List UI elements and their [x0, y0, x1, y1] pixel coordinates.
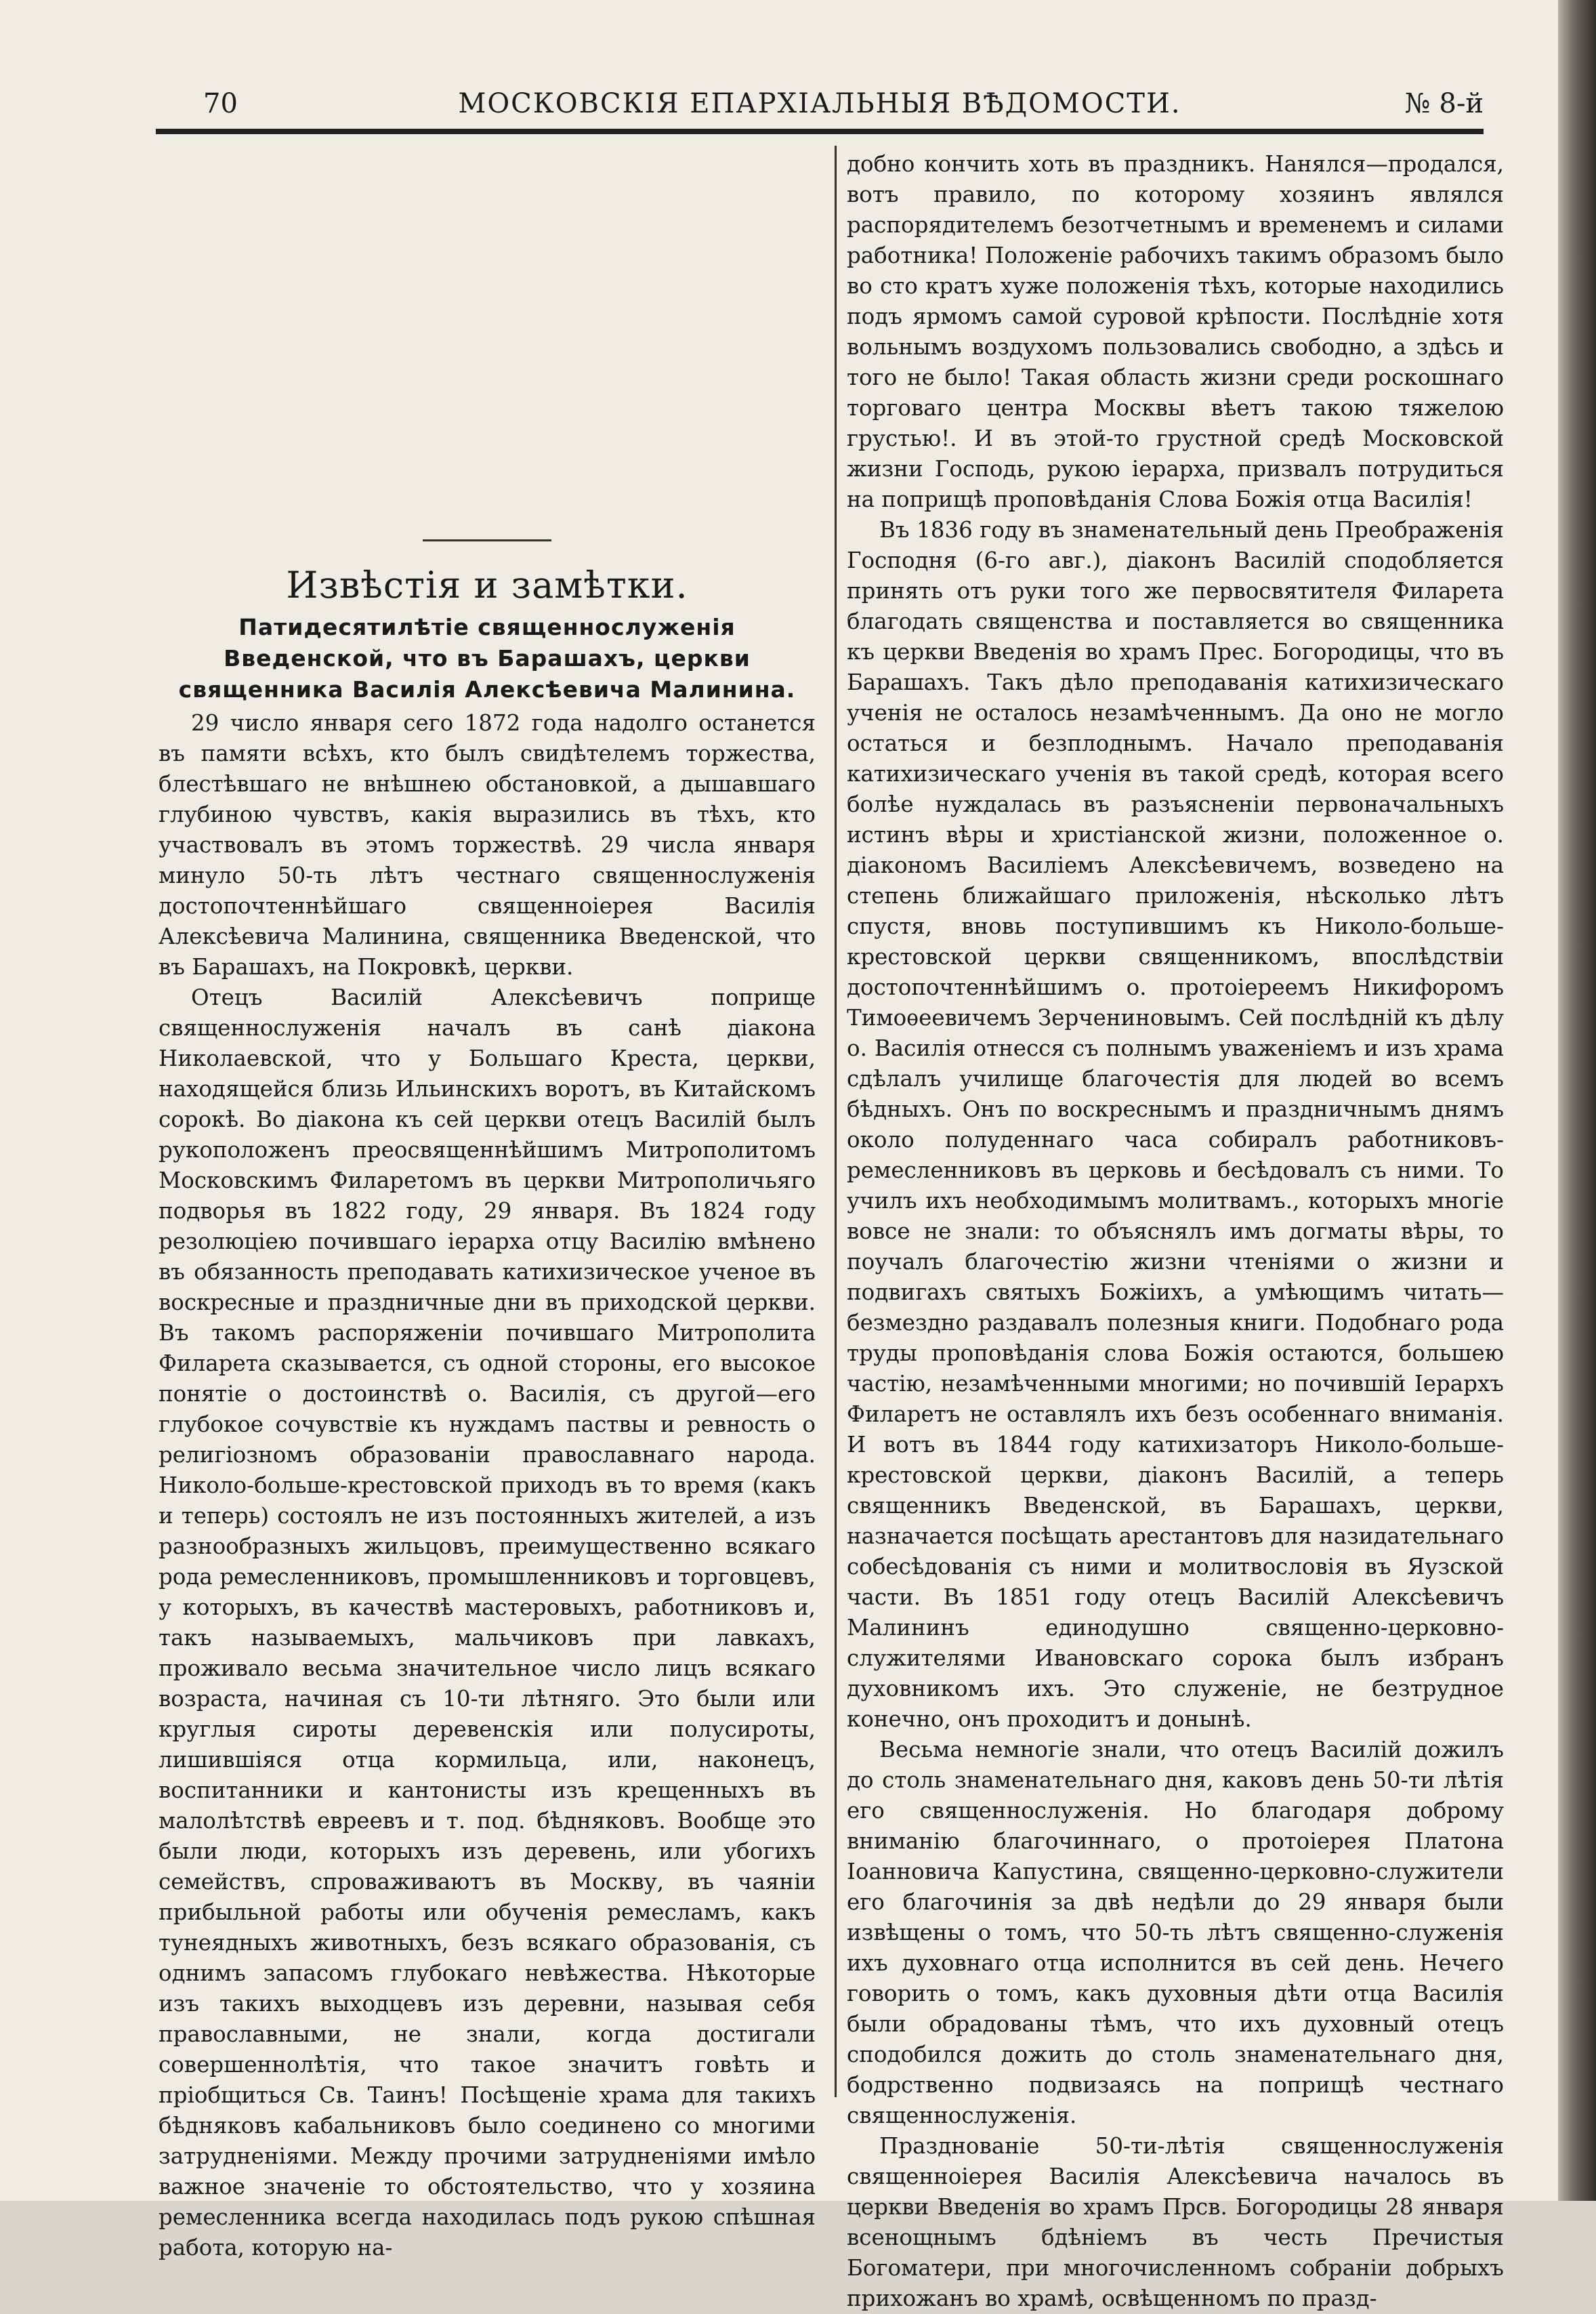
blank-area — [159, 149, 816, 534]
paragraph: Отецъ Василій Алексѣевичъ поприще священнослуженія началъ въ санѣ діакона Николаевской, что у Большаго Креста, церкви, находящейся близь Ильинскихъ воротъ, въ Китайскомъ сорокѣ. Во діакона къ сей церкви отецъ Василій былъ рукоположенъ преосвященнѣйшимъ Митрополитомъ Московскимъ Филаретомъ въ церкви Митрополичьяго подворья въ 1822 году, 29 января. Въ 1824 году резолюціею почившаго іерарха отцу Василію вмѣнено въ обязанность преподавать катихизическое ученое въ воскресные и праздничные дни въ приходской церкви. Въ такомъ распоряженіи почившаго Митрополита Филарета сказывается, съ одной стороны, его высокое понятіе о достоинствѣ о. Василія, съ другой—его глубокое сочувствіе къ нуждамъ паствы и ревность о религіозномъ образованіи православнаго народа. Николо-больше-крестовской приходъ въ то время (какъ и теперь) состоялъ не изъ постоянныхъ жителей, а изъ разнообразныхъ жильцовъ, преимущественно всякаго рода ремесленниковъ, промышленниковъ и торговцевъ, у которыхъ, въ качествѣ мастеровыхъ, работниковъ и, такъ называемыхъ, мальчиковъ при лавкахъ, проживало весьма значительное число лицъ всякаго возраста, начиная съ 10-ти лѣтняго. Это были или круглыя сироты деревенскія или полусироты, лишившіяся отца кормильца, или, наконецъ, воспитанники и кантонисты изъ крещенныхъ въ малолѣтствѣ евреевъ и т. под. бѣдняковъ. Вообще это были люди, которыхъ изъ деревень, или убогихъ семействъ, спроваживаютъ въ Москву, въ чаяніи прибыльной работы или обученія ремесламъ, какъ тунеядныхъ животныхъ, безъ всякаго образованія, съ однимъ запасомъ глубокаго невѣжества. Нѣкоторые изъ такихъ выходцевъ изъ деревни, называя себя православными, не знали, когда достигали совершеннолѣтія, что такое значитъ говѣть и пріобщиться Св. Таинъ! Посѣщеніе храма для такихъ бѣдняковъ кабальниковъ было соединено со многими затрудненіями. Между прочими затрудненіями имѣло важное значеніе то обстоятельство, что у хозяина ремесленника всегда находилась подъ рукою спѣшная работа, которую на- — [159, 985, 816, 2260]
section-divider — [423, 539, 551, 541]
article-title: Патидесятилѣтіе священнослуженія Введенской, что въ Барашахъ, церкви священника Василія Алексѣевича Малинина. — [178, 614, 796, 703]
paragraph: Весьма немногіе знали, что отецъ Василій дожилъ до столь знаменательнаго дня, каковъ день 50-ти лѣтія его священнослуженія. Но благодаря доброму вниманію благочиннаго, о протоіерея Платона Іоанновича Капустина, священно-церковно-служители его благочинія за двѣ недѣли до 29 января были извѣщены о томъ, что 50-ть лѣтъ священно-служенія ихъ духовнаго отца исполнится въ сей день. Нечего говорить о томъ, какъ духовныя дѣти отца Василія были обрадованы тѣмъ, что ихъ духовный отецъ сподобился дожить до столь знаменательнаго дня, бодрственно подвизаясь на поприщѣ честнаго священнослуженія. — [847, 1737, 1504, 2128]
page-edge-shadow — [1558, 0, 1596, 2201]
page-number: 70 — [203, 88, 238, 119]
journal-title: МОСКОВСКІЯ ЕПАРХІАЛЬНЫЯ ВѢДОМОСТИ. — [458, 88, 1181, 119]
issue-number: № 8-й — [1404, 88, 1484, 119]
paragraph: добно кончить хоть въ праздникъ. Нанялся—продался, вотъ правило, по которому хозяинъ являлся распорядителемъ безотчетнымъ и временемъ и силами работника! Положеніе рабочихъ такимъ образомъ было во сто кратъ хуже положенія тѣхъ, которые находились подъ ярмомъ самой суровой крѣпости. Послѣдніе хотя вольнымъ воздухомъ пользовались свободно, а здѣсь и того не было! Такая область жизни среди роскошнаго торговаго центра Москвы вѣетъ такою тяжелою грустью!. И въ этой-то грустной средѣ Московской жизни Господь, рукою іерарха, призвалъ потрудиться на поприщѣ проповѣданія Слова Божія отца Василія! — [847, 151, 1504, 512]
section-title: Извѣстія и замѣтки. — [286, 564, 688, 606]
right-column — [847, 149, 1504, 2314]
paragraph: Празднованіе 50-ти-лѣтія священнослуженія священноіерея Василія Алексѣевича началось въ церкви Введенія во храмъ Прсв. Богородицы 28 января всенощнымъ бдѣніемъ въ честь Пречистыя Богоматери, при многочисленномъ собраніи добрыхъ прихожанъ во храмѣ, освѣщенномъ по празд- — [847, 2133, 1504, 2311]
page-header — [156, 80, 1484, 127]
column-divider — [835, 146, 837, 2097]
left-column — [159, 149, 816, 2263]
paragraph: 29 число января сего 1872 года надолго останется въ памяти всѣхъ, кто былъ свидѣтелемъ торжества, блестѣвшаго не внѣшнею обстановкой, а дышавшаго глубиною чувствъ, какія выразились въ тѣхъ, кто участвовалъ въ этомъ торжествѣ. 29 числа января минуло 50-ть лѣтъ честнаго священнослуженія достопочтеннѣйшаго священноіерея Василія Алексѣевича Малинина, священника Введенской, что въ Барашахъ, на Покровкѣ, церкви. — [159, 710, 816, 980]
paragraph: Въ 1836 году въ знаменательный день Преображенія Господня (6-го авг.), діаконъ Василій сподобляется принять отъ руки того же первосвятителя Филарета благодать священства и поставляется во священника къ церкви Введенія во храмъ Прес. Богородицы, что въ Барашахъ. Такъ дѣло преподаванія катихизическаго ученія не осталось незамѣченнымъ. Да оно не могло остаться и безплоднымъ. Начало преподаванія катихизическаго ученія въ такой средѣ, которая всего болѣе нуждалась въ разъясненіи первоначальныхъ истинъ вѣры и христіанской жизни, положенное о. діакономъ Василіемъ Алексѣевичемъ, возведено на степень ближайшаго приложенія, нѣсколько лѣтъ спустя, вновь поступившимъ къ Николо-больше-крестовской церкви священникомъ, впослѣдствіи достопочтеннѣйшимъ о. протоіереемъ Никифоромъ Тимоѳеевичемъ Зерчениновымъ. Сей послѣдній къ дѣлу о. Василія отнесся съ полнымъ уваженіемъ и изъ храма сдѣлалъ училище благочестія для людей во всемъ бѣдныхъ. Онъ по воскреснымъ и праздничнымъ днямъ около полуденнаго часа собиралъ работниковъ-ремесленниковъ въ церковь и бесѣдовалъ съ ними. То училъ ихъ необходимымъ молитвамъ., которыхъ многіе вовсе не знали: то объяснялъ имъ догматы вѣры, то поучалъ благочестію жизни чтеніями о жизни и подвигахъ святыхъ Божіихъ, а умѣющимъ читать—безмездно раздавалъ полезныя книги. Подобнаго рода труды проповѣданія слова Божія остаются, большею частію, незамѣченными многими; но почившій Іерархъ Филаретъ не оставлялъ ихъ безъ особеннаго вниманія. И вотъ въ 1844 году катихизаторъ Николо-больше-крестовской церкви, діаконъ Василій, а теперь священникъ Введенской, въ Барашахъ, церкви, назначается посѣщать арестантовъ для назидательнаго собесѣдованія съ ними и молитвословія въ Яузской части. Въ 1851 году отецъ Василій Алексѣевичъ Малининъ единодушно священно-церковно-служителями Ивановскаго сорока былъ избранъ духовникомъ ихъ. Это служеніе, не безтрудное конечно, онъ проходитъ и донынѣ. — [847, 517, 1504, 1732]
header-rule — [156, 129, 1484, 134]
